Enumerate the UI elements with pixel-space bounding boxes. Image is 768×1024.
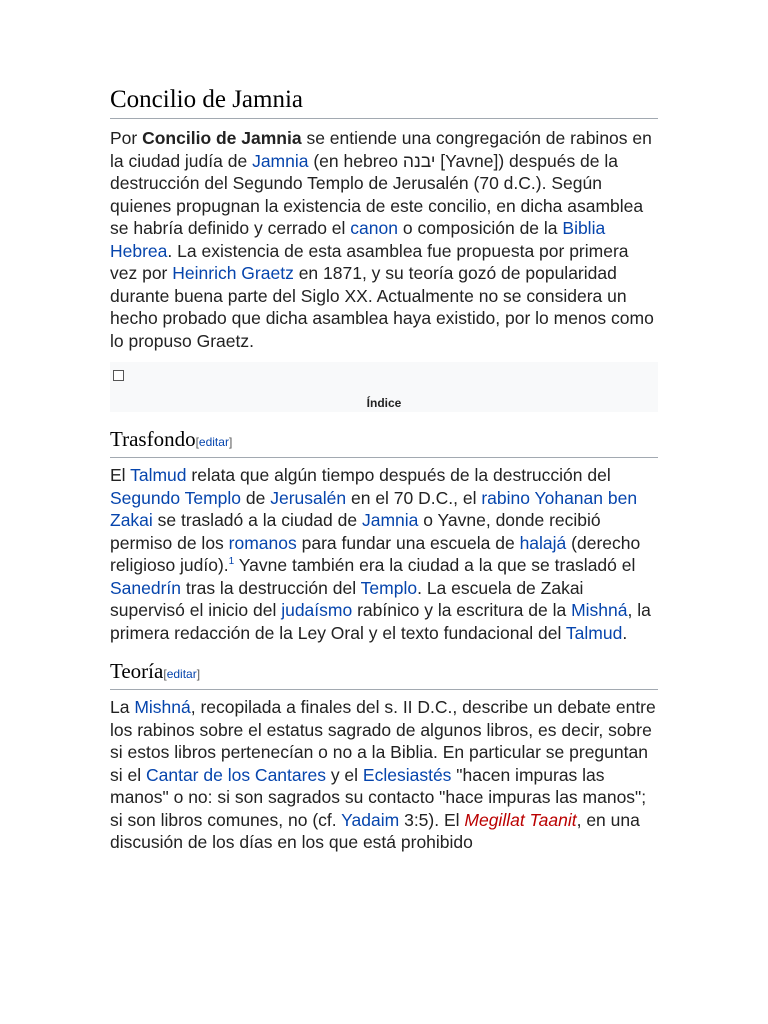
- table-of-contents: [110, 362, 658, 412]
- edit-section: [editar]: [163, 667, 201, 681]
- text: y el: [325, 764, 363, 785]
- text: se trasladó a la ciudad de: [152, 510, 362, 530]
- link-jamnia[interactable]: Jamnia: [252, 150, 309, 171]
- link-templo[interactable]: Templo: [360, 577, 418, 598]
- bold-term: Concilio de Jamnia: [142, 128, 302, 148]
- link-yadaim[interactable]: Yadaim: [341, 809, 400, 830]
- link-sanedrin[interactable]: Sanedrín: [110, 577, 182, 598]
- text: en 1871, y su teoría gozó de popularidad durante buena parte del Siglo XX. Actualmente no se considera un hecho probado que dicha asamblea haya existido, por lo menos como lo propuso Graetz.: [110, 263, 654, 351]
- text: .: [622, 622, 628, 643]
- text: o composición de la: [397, 218, 563, 238]
- text: Yavne también era la ciudad a la que se trasladó el: [234, 555, 636, 575]
- link-jamnia[interactable]: Jamnia: [361, 510, 419, 530]
- link-cantar-de-los-cantares[interactable]: Cantar de los Cantares: [145, 764, 326, 785]
- text: , en una discusión de los días en los que está prohibido: [110, 809, 640, 852]
- text: Por: [110, 128, 143, 148]
- text: La: [110, 697, 135, 717]
- link-segundo-templo[interactable]: Segundo Templo: [110, 487, 242, 508]
- link-heinrich-graetz[interactable]: Heinrich Graetz: [172, 263, 294, 283]
- link-halaja[interactable]: halajá: [519, 532, 567, 553]
- link-megillat-taanit[interactable]: Megillat Taanit: [464, 809, 577, 830]
- text: de: [241, 487, 271, 508]
- text: se entiende una congregación de rabinos en la ciudad judía de: [110, 128, 652, 171]
- text: (derecho religioso judío).: [110, 532, 641, 575]
- section-heading-trasfondo: [110, 426, 658, 458]
- section-heading-teoria: [110, 658, 658, 690]
- edit-section: [editar]: [195, 435, 233, 449]
- link-talmud-2[interactable]: Talmud: [565, 622, 623, 643]
- teoria-paragraph: [110, 696, 658, 854]
- text: . La escuela de Zakai supervisó el inicio del: [110, 577, 584, 620]
- edit-link[interactable]: editar: [198, 435, 229, 449]
- text: relata que algún tiempo después de la destrucción del: [186, 465, 611, 485]
- edit-link[interactable]: editar: [166, 667, 197, 681]
- link-eclesiastes[interactable]: Eclesiastés: [362, 764, 452, 785]
- text: El: [110, 465, 131, 485]
- text: "hacen impuras las manos" o no: si son sagrados su contacto "hace impuras las manos"; si son libros comunes, no (cf.: [110, 764, 647, 830]
- link-mishna[interactable]: Mishná: [134, 697, 191, 717]
- intro-paragraph: [110, 127, 658, 352]
- toc-toggle-checkbox[interactable]: [113, 370, 124, 381]
- link-mishna[interactable]: Mishná: [571, 600, 628, 620]
- text: para fundar una escuela de: [296, 532, 520, 553]
- link-biblia-hebrea[interactable]: Biblia Hebrea: [110, 218, 606, 261]
- text: o Yavne, donde recibió permiso de los: [110, 510, 601, 553]
- link-rabino-yohanan[interactable]: rabino Yohanan ben Zakai: [110, 487, 638, 530]
- heading-text: Teoría: [110, 659, 164, 683]
- text: , la primera redacción de la Ley Oral y el texto fundacional del: [110, 600, 651, 643]
- text: . La existencia de esta asamblea fue propuesta por primera vez por: [110, 240, 629, 283]
- toc-title: Índice: [366, 396, 402, 410]
- reference-1[interactable]: 1: [228, 556, 235, 568]
- article: [110, 84, 658, 854]
- link-jerusalen[interactable]: Jerusalén: [270, 487, 347, 508]
- text: , recopilada a finales del s. II D.C., describe un debate entre los rabinos sobre el estatus sagrado de algunos libros, es decir, sobre si estos libros pertenecían o no a la Biblia. En particular se preguntan si el: [110, 697, 656, 785]
- link-judaismo[interactable]: judaísmo: [281, 600, 353, 620]
- text: tras la destrucción del: [181, 577, 361, 598]
- text: rabínico y la escritura de la: [352, 600, 572, 620]
- link-romanos[interactable]: romanos: [228, 532, 297, 553]
- trasfondo-paragraph: [110, 464, 658, 644]
- text: 3:5). El: [399, 809, 465, 830]
- link-canon[interactable]: canon: [350, 218, 398, 238]
- page-title: Concilio de Jamnia: [110, 84, 658, 119]
- text: en el 70 D.C., el: [346, 487, 482, 508]
- text: (en hebreo יבנה [Yavne]) después de la destrucción del Segundo Templo de Jerusalén (70 d.C.). Según quienes propugnan la existencia de este concilio, en dicha asamblea se habría definido y cerrado el: [110, 150, 644, 238]
- link-talmud[interactable]: Talmud: [130, 465, 187, 485]
- heading-text: Trasfondo: [110, 427, 196, 451]
